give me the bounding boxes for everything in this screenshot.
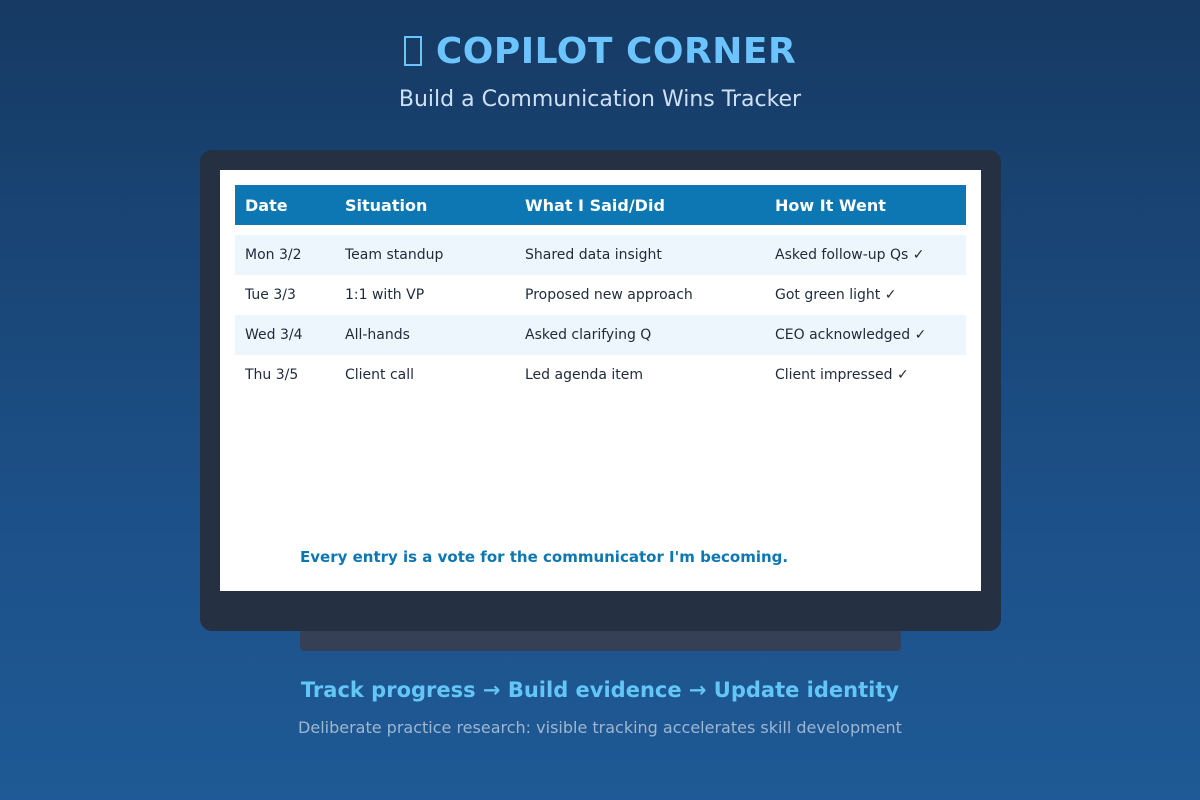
table-row <box>235 230 966 275</box>
cell-action: Led agenda item <box>525 367 644 383</box>
column-header-situation: Situation <box>335 185 515 230</box>
page-subtitle: Build a Communication Wins Tracker <box>398 87 802 112</box>
cell-action: Shared data insight <box>515 230 765 275</box>
cell-outcome: Asked follow-up Qs ✓ <box>765 230 966 275</box>
copilot-icon <box>404 36 422 66</box>
cell-situation: Client call <box>345 367 415 383</box>
research-footnote: Deliberate practice research: visible tracking accelerates skill development <box>298 718 902 737</box>
cell-date: Wed 3/4 <box>235 315 335 355</box>
table-row <box>235 315 966 355</box>
laptop-base <box>300 631 901 651</box>
table-row <box>235 355 966 395</box>
cell-date: Thu 3/5 <box>245 367 299 383</box>
cell-outcome: Client impressed ✓ <box>775 367 909 383</box>
wins-tracker-table <box>235 185 966 395</box>
laptop-screen <box>220 170 981 591</box>
page-title <box>0 28 1200 76</box>
cell-situation: All-hands <box>335 315 515 355</box>
column-header-what-i-said: What I Said/Did <box>515 185 765 230</box>
cell-outcome: Got green light ✓ <box>775 287 897 303</box>
column-header-how-it-went: How It Went <box>765 185 966 230</box>
cell-date: Mon 3/2 <box>235 230 335 275</box>
title-text: COPILOT CORNER <box>435 31 797 72</box>
cell-action: Asked clarifying Q <box>515 315 765 355</box>
cell-action: Proposed new approach <box>525 287 693 303</box>
cell-situation: 1:1 with VP <box>345 287 425 303</box>
column-header-date: Date <box>235 185 335 230</box>
table-row <box>235 275 966 315</box>
tagline: Every entry is a vote for the communicator I'm becoming. <box>300 548 789 566</box>
table-header-row <box>235 185 966 230</box>
cell-situation: Team standup <box>335 230 515 275</box>
cell-outcome: CEO acknowledged ✓ <box>765 315 966 355</box>
progress-flow-text: Track progress → Build evidence → Update identity <box>300 678 900 702</box>
page-header <box>0 28 1200 114</box>
cell-date: Tue 3/3 <box>245 287 296 303</box>
